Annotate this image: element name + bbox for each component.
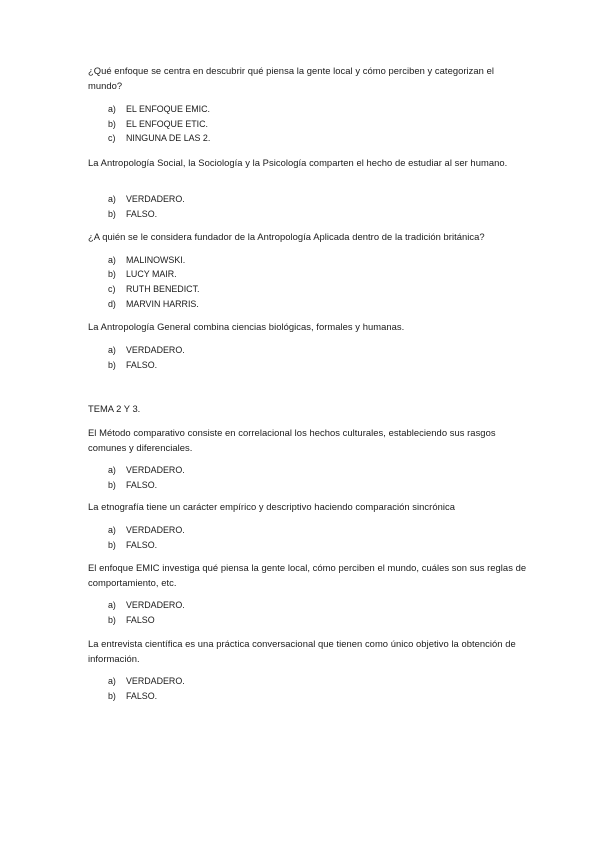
option-text: FALSO (126, 615, 155, 625)
option-item (108, 689, 157, 703)
question-text: ¿A quién se le considera fundador de la Antropología Aplicada dentro de la tradición británica? (88, 231, 485, 242)
question-2 (88, 156, 528, 171)
question-4 (88, 320, 528, 335)
option-letter: a) (108, 104, 116, 114)
option-letter: a) (108, 600, 116, 610)
option-text: NINGUNA DE LAS 2. (126, 133, 211, 143)
option-item (108, 613, 155, 627)
question-7 (88, 561, 528, 590)
option-item (108, 478, 157, 492)
option-item (108, 267, 177, 281)
option-letter: b) (108, 209, 116, 219)
question-text: La Antropología General combina ciencias biológicas, formales y humanas. (88, 321, 405, 332)
option-item (108, 297, 199, 311)
option-letter: a) (108, 465, 116, 475)
question-6 (88, 500, 538, 515)
option-letter: b) (108, 119, 116, 129)
question-text: La etnografía tiene un carácter empírico y descriptivo haciendo comparación sincrónica (88, 501, 455, 512)
option-letter: a) (108, 194, 116, 204)
option-letter: b) (108, 691, 116, 701)
question-text: El enfoque EMIC investiga qué piensa la gente local, cómo perciben el mundo, cuáles son sus reglas de comportamiento, etc. (88, 562, 527, 588)
option-letter: a) (108, 525, 116, 535)
option-text: VERDADERO. (126, 600, 185, 610)
option-text: VERDADERO. (126, 465, 185, 475)
option-item (108, 343, 185, 357)
option-letter: b) (108, 480, 116, 490)
option-letter: a) (108, 676, 116, 686)
question-1 (88, 64, 528, 93)
option-text: FALSO. (126, 480, 158, 490)
option-text: FALSO. (126, 360, 158, 370)
option-text: VERDADERO. (126, 525, 185, 535)
option-text: RUTH BENEDICT. (126, 284, 200, 294)
option-text: FALSO. (126, 209, 158, 219)
option-item (108, 131, 210, 145)
option-letter: c) (108, 284, 116, 294)
option-text: EL ENFOQUE EMIC. (126, 104, 210, 114)
question-text: La Antropología Social, la Sociología y la Psicología comparten el hecho de estudiar al ser humano. (88, 157, 508, 168)
option-item (108, 358, 157, 372)
option-item (108, 102, 210, 116)
question-5 (88, 426, 528, 455)
option-item (108, 523, 185, 537)
question-text: La entrevista científica es una práctica conversacional que tienen como único objetivo la obtención de información. (88, 638, 516, 664)
option-text: FALSO. (126, 691, 158, 701)
option-item (108, 207, 157, 221)
option-item (108, 463, 185, 477)
option-item (108, 598, 185, 612)
question-8 (88, 637, 528, 666)
option-letter: a) (108, 345, 116, 355)
option-text: EL ENFOQUE ETIC. (126, 119, 209, 129)
option-text: LUCY MAIR. (126, 269, 177, 279)
option-item (108, 674, 185, 688)
option-item (108, 192, 185, 206)
option-item (108, 117, 208, 131)
option-letter: b) (108, 269, 116, 279)
option-letter: c) (108, 133, 116, 143)
option-item (108, 282, 199, 296)
question-text: El Método comparativo consiste en correlacional los hechos culturales, estableciendo sus rasgos comunes y diferenciales. (88, 427, 496, 453)
option-item (108, 538, 157, 552)
option-item (108, 253, 185, 267)
question-3 (88, 230, 538, 245)
option-letter: b) (108, 540, 116, 550)
option-text: FALSO. (126, 540, 158, 550)
option-text: VERDADERO. (126, 676, 185, 686)
option-text: VERDADERO. (126, 194, 185, 204)
option-letter: b) (108, 360, 116, 370)
option-text: MALINOWSKI. (126, 255, 186, 265)
option-text: VERDADERO. (126, 345, 185, 355)
option-letter: d) (108, 299, 116, 309)
option-letter: a) (108, 255, 116, 265)
question-text: ¿Qué enfoque se centra en descubrir qué piensa la gente local y cómo perciben y categorizan el mundo? (88, 65, 494, 91)
section-title: TEMA 2 Y 3. (88, 403, 141, 414)
option-letter: b) (108, 615, 116, 625)
option-text: MARVIN HARRIS. (126, 299, 199, 309)
